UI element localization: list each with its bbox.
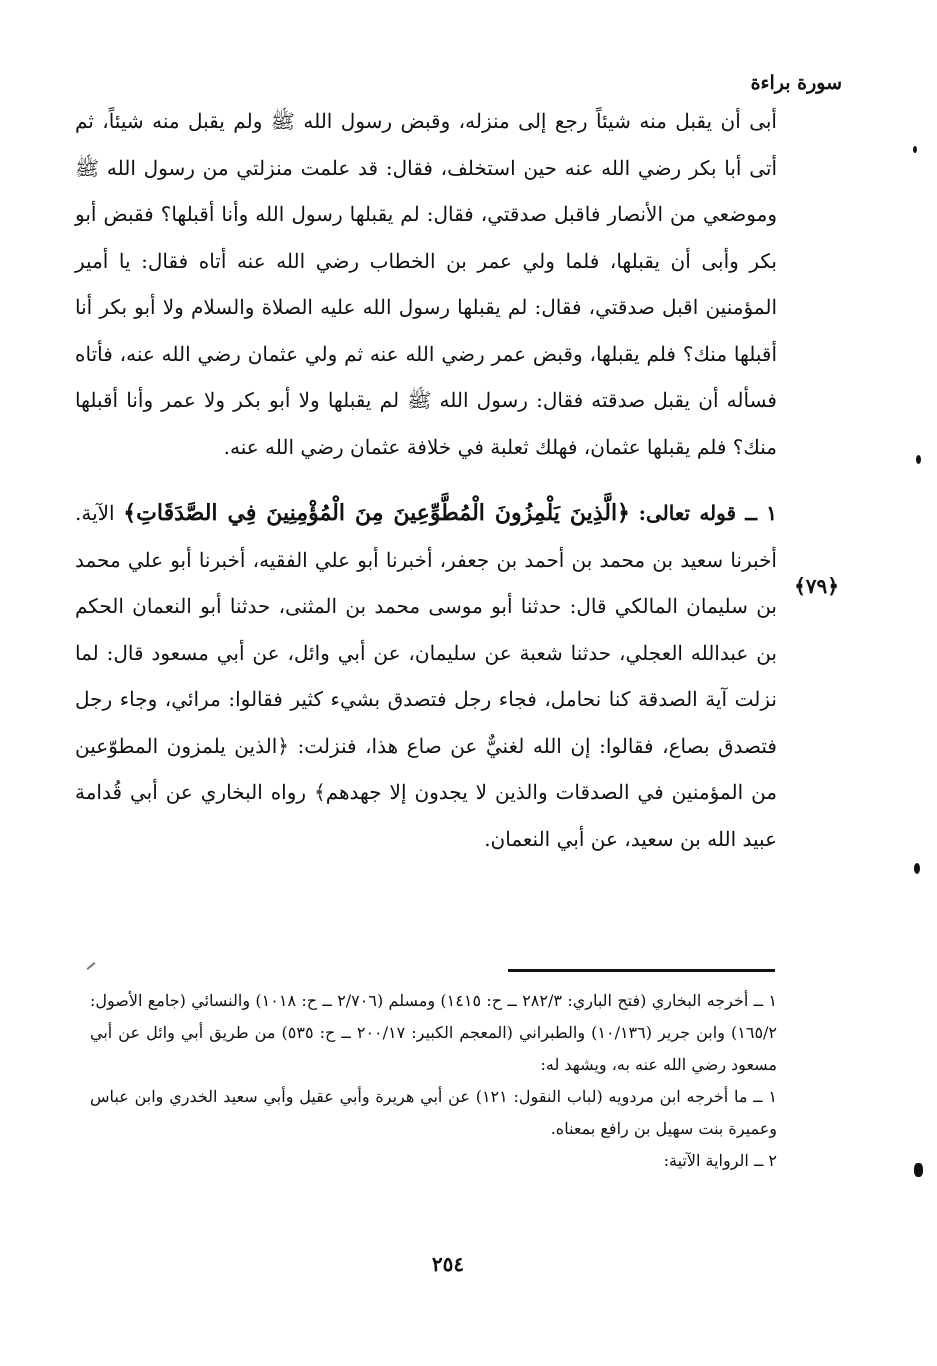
verse-number-marker: ﴿٧٩﴾ xyxy=(794,574,839,598)
running-header: سورة براءة xyxy=(750,72,842,94)
section-text: الآية. أخبرنا سعيد بن محمد بن أحمد بن جعفر، أخبرنا أبو علي الفقيه، أخبرنا أبو علي محمد بن سليمان المالكي قال: حدثنا أبو موسى محمد بن المثنى، حدثنا أبو النعمان الحكم بن عبدالله العجلي، حدثنا شعبة عن سليمان، عن أبي وائل، عن أبي مسعود قال: لما نزلت آية الصدقة كنا نحامل، فجاء رجل فتصدق بشيء كثير فقالوا: مرائي، وجاء رجل فتصدق بصاع، فقالوا: إن الله لغنيٌّ عن صاع هذا، فنزلت: ﴿الذين يلمزون المطوّعين من المؤمنين في الصدقات والذين لا يجدون إلا جهدهم﴾ رواه البخاري عن أبي قُدامة عبيد الله بن سعيد، عن أبي النعمان. xyxy=(75,501,777,851)
scan-mark xyxy=(916,455,921,464)
footnote: ١ ــ ما أخرجه ابن مردويه (لباب النقول: ١٢١) عن أبي هريرة وأبي عقيل وأبي سعيد الخدري وابن عباس وعميرة بنت سهيل بن رافع بمعناه. xyxy=(90,1087,778,1138)
footnote: ٢ ــ الرواية الآتية: xyxy=(663,1151,777,1170)
page-number: ٢٥٤ xyxy=(431,1252,465,1276)
footnotes xyxy=(90,985,777,1177)
scan-mark xyxy=(914,1163,923,1177)
scan-mark xyxy=(87,962,96,970)
section-number: ١ ــ قوله تعالى: xyxy=(638,501,778,525)
paragraph-1: أبى أن يقبل منه شيئاً رجع إلى منزله، وقبض رسول الله ﷺ ولم يقبل منه شيئاً، ثم أتى أبا بكر رضي الله عنه حين استخلف، فقال: قد علمت منزلتي من رسول الله ﷺ وموضعي من الأنصار فاقبل صدقتي، فقال: لم يقبلها رسول الله وأنا أقبلها؟ فقبض أبو بكر وأبى أن يقبلها، فلما ولي عمر بن الخطاب رضي الله عنه أتاه فقال: يا أمير المؤمنين اقبل صدقتي، فقال: لم يقبلها رسول الله عليه الصلاة والسلام ولا أبو بكر أنا أقبلها منك؟ فلم يقبلها، وقبض عمر رضي الله عنه ثم ولي عثمان رضي الله عنه، فأتاه فسأله أن يقبل صدقته فقال: رسول الله ﷺ لم يقبلها ولا أبو بكر ولا عمر وأنا أقبلها منك؟ فلم يقبلها عثمان، فهلك ثعلبة في خلافة عثمان رضي الله عنه. xyxy=(75,109,777,459)
main-text xyxy=(75,98,777,862)
scan-mark xyxy=(913,146,917,153)
footnote: ١ ــ أخرجه البخاري (فتح الباري: ٢٨٢/٣ ــ ح: ١٤١٥) ومسلم (٢/٧٠٦ ــ ح: ١٠١٨) والنسائي (جامع الأصول: ١٦٥/٢) وابن جرير (١٠/١٣٦) والطبراني (المعجم الكبير: ٢٠٠/١٧ ــ ح: ٥٣٥) من طريق أبي وائل عن أبي مسعود رضي الله عنه به، ويشهد له: xyxy=(90,991,778,1074)
section-1 xyxy=(75,490,777,862)
scan-mark xyxy=(914,863,920,874)
quran-quote: ﴿الَّذِينَ يَلْمِزُونَ الْمُطَّوِّعِينَ مِنَ الْمُؤْمِنِينَ فِي الصَّدَقَاتِ﴾ xyxy=(123,500,630,526)
footnote-divider xyxy=(508,969,775,972)
